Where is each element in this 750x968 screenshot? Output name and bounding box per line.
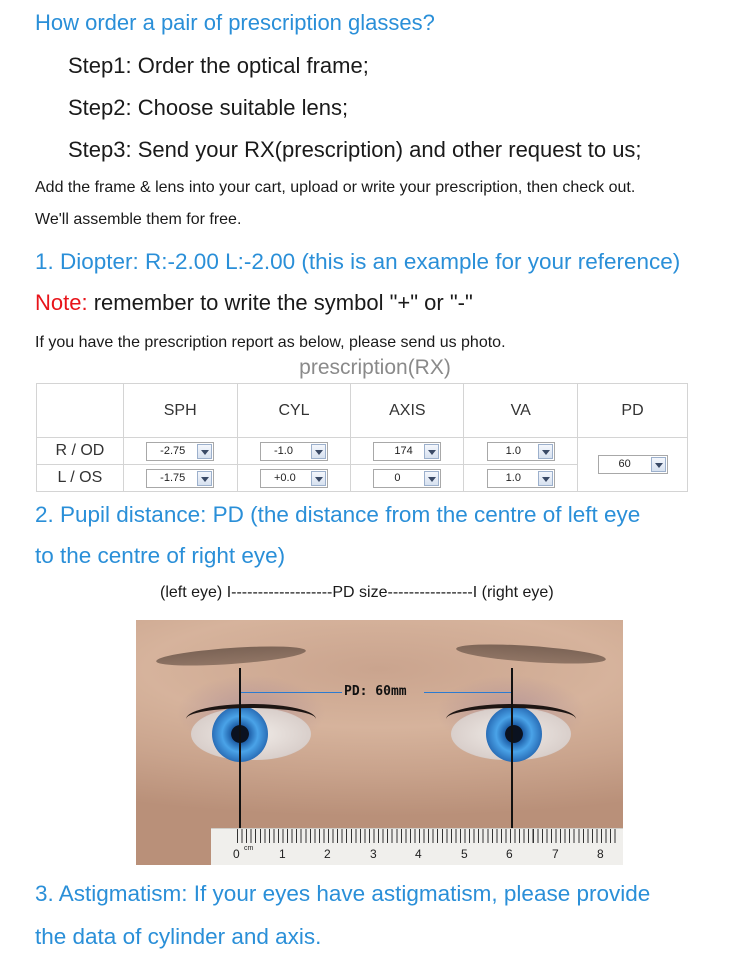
rx-table [36, 383, 688, 492]
pd-value: 60 [618, 458, 631, 470]
os-cyl-select[interactable] [260, 469, 328, 488]
rx-header-blank [37, 384, 124, 438]
ruler-number: 2 [324, 847, 331, 861]
ruler [211, 828, 623, 865]
ruler-number: 5 [461, 847, 468, 861]
ruler-number: 6 [506, 847, 513, 861]
rx-title: prescription(RX) [299, 356, 451, 379]
ruler-number: 4 [415, 847, 422, 861]
rx-cell-os-va [464, 465, 578, 492]
ruler-unit: cm [244, 845, 254, 852]
chevron-down-icon [311, 471, 326, 486]
right-eyebrow [456, 641, 607, 667]
od-cyl-select[interactable] [260, 442, 328, 461]
eyes-pd-photo [136, 620, 623, 865]
os-va-select[interactable] [487, 469, 555, 488]
rx-cell-os-sph [123, 465, 237, 492]
astigmatism-line-1: 3. Astigmatism: If your eyes have astigmatism, please provide [35, 881, 651, 906]
chevron-down-icon [651, 457, 666, 472]
pupil-heading-line-2: to the centre of right eye) [35, 543, 286, 568]
rx-header-cyl: CYL [237, 384, 351, 438]
ruler-number: 3 [370, 847, 377, 861]
pupil-heading-line-1: 2. Pupil distance: PD (the distance from the centre of left eye [35, 502, 641, 527]
instruction-line-1: Add the frame & lens into your cart, upload or write your prescription, then check out. [35, 179, 636, 196]
pd-select[interactable] [598, 455, 668, 474]
step-1: Step1: Order the optical frame; [68, 53, 369, 78]
od-axis-value: 174 [394, 444, 413, 457]
chevron-down-icon [538, 471, 553, 486]
pd-size-caption: (left eye) I-------------------PD size----------------I (right eye) [160, 584, 554, 601]
chevron-down-icon [197, 444, 212, 459]
pd-arrow-right [424, 692, 511, 693]
rx-header-pd: PD [578, 384, 688, 438]
os-axis-value: 0 [394, 471, 401, 484]
od-sph-select[interactable] [146, 442, 214, 461]
chevron-down-icon [538, 444, 553, 459]
rx-row-label-od: R / OD [37, 438, 124, 465]
left-eyelash [186, 704, 316, 734]
chevron-down-icon [311, 444, 326, 459]
note-line [35, 290, 473, 316]
ruler-number: 0 [233, 847, 240, 861]
page-title: How order a pair of prescription glasses? [35, 10, 435, 35]
report-line: If you have the prescription report as below, please send us photo. [35, 334, 506, 351]
os-sph-value: -1.75 [160, 471, 186, 484]
astigmatism-line-2: the data of cylinder and axis. [35, 924, 322, 949]
ruler-number: 7 [552, 847, 559, 861]
step-3: Step3: Send your RX(prescription) and other request to us; [68, 137, 642, 162]
rx-cell-os-axis [351, 465, 464, 492]
od-axis-select[interactable] [373, 442, 441, 461]
rx-cell-os-cyl [237, 465, 351, 492]
od-va-select[interactable] [487, 442, 555, 461]
ruler-number: 1 [279, 847, 286, 861]
rx-row-label-os: L / OS [37, 465, 124, 492]
step-2: Step2: Choose suitable lens; [68, 95, 349, 120]
rx-header-axis: AXIS [351, 384, 464, 438]
note-text: remember to write the symbol "+" or "-" [87, 290, 473, 315]
ruler-number: 8 [597, 847, 604, 861]
os-axis-select[interactable] [373, 469, 441, 488]
diopter-heading: 1. Diopter: R:-2.00 L:-2.00 (this is an example for your reference) [35, 249, 681, 274]
rx-cell-od-va [464, 438, 578, 465]
left-eyebrow [156, 643, 307, 669]
rx-header-sph: SPH [123, 384, 237, 438]
od-sph-value: -2.75 [160, 444, 186, 457]
od-va-value: 1.0 [505, 444, 521, 457]
note-label: Note: [35, 290, 88, 315]
rx-cell-od-axis [351, 438, 464, 465]
chevron-down-icon [424, 471, 439, 486]
os-cyl-value: +0.0 [274, 471, 296, 484]
od-cyl-value: -1.0 [274, 444, 293, 457]
ruler-ticks [237, 829, 617, 843]
rx-cell-od-sph [123, 438, 237, 465]
chevron-down-icon [197, 471, 212, 486]
rx-cell-pd [578, 438, 688, 492]
chevron-down-icon [424, 444, 439, 459]
rx-cell-od-cyl [237, 438, 351, 465]
pd-measure-label: PD: 60mm [344, 684, 407, 699]
os-sph-select[interactable] [146, 469, 214, 488]
rx-header-va: VA [464, 384, 578, 438]
os-va-value: 1.0 [505, 471, 521, 484]
instruction-line-2: We'll assemble them for free. [35, 211, 242, 228]
pd-arrow-left [241, 692, 342, 693]
